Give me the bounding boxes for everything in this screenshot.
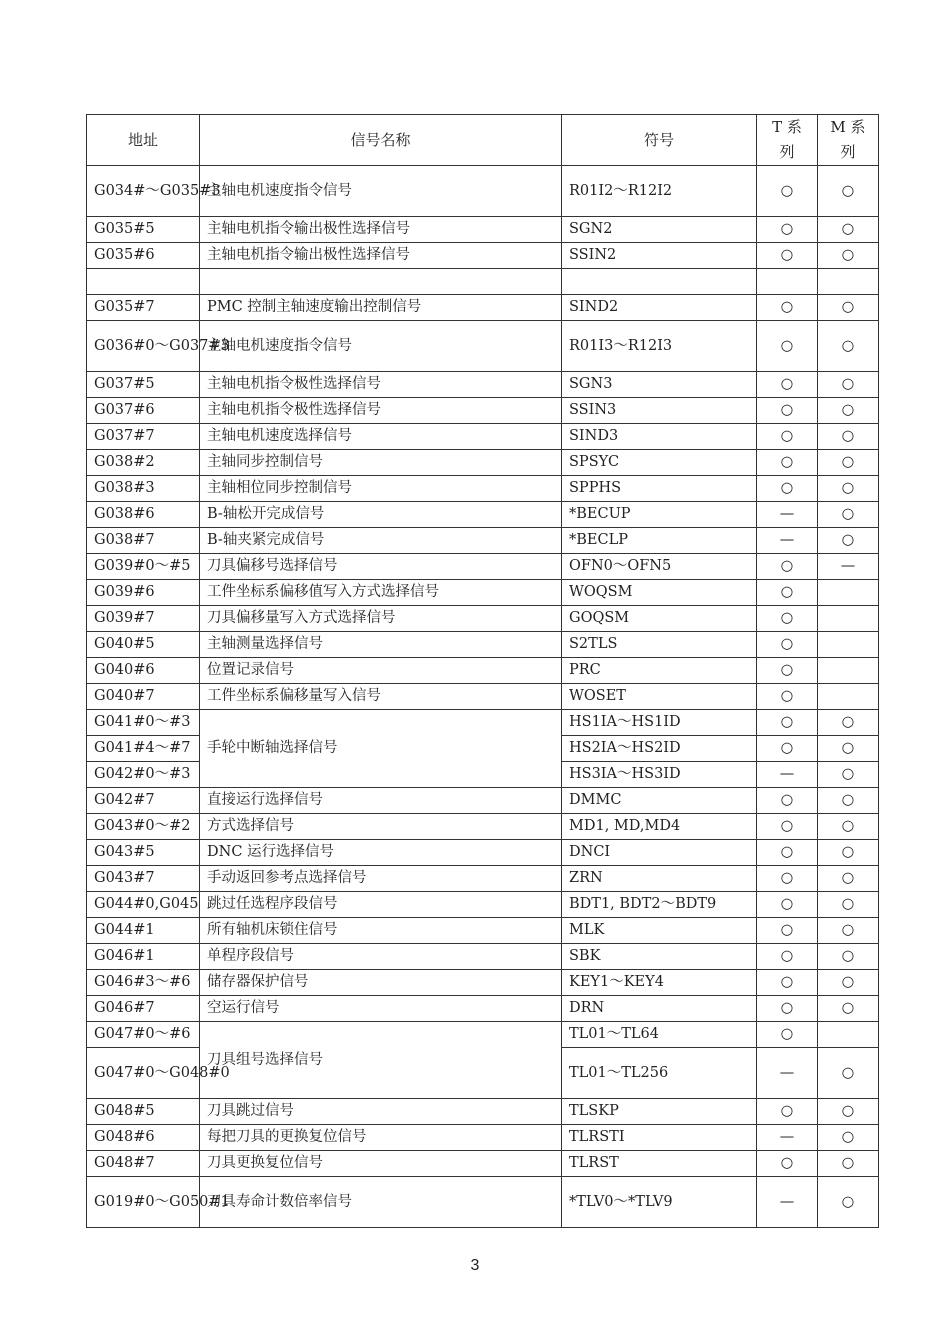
cell-t-series: ○ — [757, 424, 818, 450]
table-row — [87, 892, 879, 918]
cell-m-series: ○ — [818, 1177, 879, 1228]
cell-t-series: — — [757, 502, 818, 528]
header-address: 地址 — [87, 115, 200, 166]
cell-signal-name: 刀具偏移号选择信号 — [200, 554, 562, 580]
cell-t-series: ○ — [757, 1151, 818, 1177]
header-t-series: T 系列 — [757, 115, 818, 166]
cell-m-series: ○ — [818, 424, 879, 450]
table-row-empty — [87, 269, 879, 295]
cell-address: G047#0～G048#0 — [87, 1048, 200, 1099]
table-row — [87, 606, 879, 632]
cell-symbol: HS3IA～HS3ID — [562, 762, 757, 788]
cell-t-series: ○ — [757, 580, 818, 606]
cell-m-series — [818, 684, 879, 710]
cell-signal-name: 所有轴机床锁住信号 — [200, 918, 562, 944]
cell-m-series: ○ — [818, 372, 879, 398]
cell-symbol: *TLV0～*TLV9 — [562, 1177, 757, 1228]
cell-signal-name: 刀具跳过信号 — [200, 1099, 562, 1125]
cell-m-series: ○ — [818, 1125, 879, 1151]
cell-address: G044#1 — [87, 918, 200, 944]
cell-address: G039#0～#5 — [87, 554, 200, 580]
cell-t-series: ○ — [757, 321, 818, 372]
cell-address: G037#7 — [87, 424, 200, 450]
cell-signal-name: 位置记录信号 — [200, 658, 562, 684]
table-row — [87, 580, 879, 606]
cell-m-series — [818, 1022, 879, 1048]
cell-m-series — [818, 269, 879, 295]
cell-m-series: ○ — [818, 166, 879, 217]
cell-m-series: — — [818, 554, 879, 580]
cell-symbol: HS2IA～HS2ID — [562, 736, 757, 762]
cell-signal-name: 主轴电机速度指令信号 — [200, 166, 562, 217]
cell-address: G046#1 — [87, 944, 200, 970]
cell-m-series: ○ — [818, 1151, 879, 1177]
cell-symbol: TLRSTI — [562, 1125, 757, 1151]
table-row — [87, 866, 879, 892]
cell-symbol: SIND2 — [562, 295, 757, 321]
cell-m-series: ○ — [818, 736, 879, 762]
cell-address: G044#0,G045 — [87, 892, 200, 918]
cell-symbol: TL01～TL64 — [562, 1022, 757, 1048]
cell-symbol: DRN — [562, 996, 757, 1022]
cell-m-series: ○ — [818, 1048, 879, 1099]
cell-address: G038#2 — [87, 450, 200, 476]
cell-address: G041#0～#3 — [87, 710, 200, 736]
table-row — [87, 1022, 879, 1048]
cell-m-series — [818, 606, 879, 632]
cell-signal-name: 空运行信号 — [200, 996, 562, 1022]
table-row — [87, 1125, 879, 1151]
cell-t-series: ○ — [757, 398, 818, 424]
cell-symbol: SGN2 — [562, 217, 757, 243]
cell-symbol: KEY1～KEY4 — [562, 970, 757, 996]
cell-signal-name: 刀具组号选择信号 — [200, 1022, 562, 1099]
page-number: 3 — [470, 1257, 480, 1274]
header-symbol: 符号 — [562, 115, 757, 166]
cell-symbol: PRC — [562, 658, 757, 684]
cell-m-series: ○ — [818, 1099, 879, 1125]
table-header-row — [87, 115, 879, 166]
cell-signal-name: 每把刀具的更换复位信号 — [200, 1125, 562, 1151]
cell-signal-name: 刀具更换复位信号 — [200, 1151, 562, 1177]
cell-t-series: ○ — [757, 736, 818, 762]
cell-symbol: MLK — [562, 918, 757, 944]
cell-t-series: — — [757, 1177, 818, 1228]
cell-symbol: SPSYC — [562, 450, 757, 476]
cell-m-series: ○ — [818, 996, 879, 1022]
cell-symbol: DNCI — [562, 840, 757, 866]
cell-t-series: ○ — [757, 684, 818, 710]
cell-address: G040#5 — [87, 632, 200, 658]
cell-m-series: ○ — [818, 918, 879, 944]
cell-t-series: ○ — [757, 476, 818, 502]
cell-address: G042#0～#3 — [87, 762, 200, 788]
cell-t-series: ○ — [757, 554, 818, 580]
cell-m-series: ○ — [818, 217, 879, 243]
cell-address: G043#0～#2 — [87, 814, 200, 840]
cell-t-series — [757, 269, 818, 295]
cell-signal-name: 主轴电机指令极性选择信号 — [200, 398, 562, 424]
cell-signal-name: 主轴电机指令输出极性选择信号 — [200, 217, 562, 243]
cell-t-series: ○ — [757, 866, 818, 892]
cell-m-series: ○ — [818, 243, 879, 269]
table-row — [87, 684, 879, 710]
cell-address: G037#5 — [87, 372, 200, 398]
cell-address: G035#5 — [87, 217, 200, 243]
cell-address: G038#7 — [87, 528, 200, 554]
table-row — [87, 1177, 879, 1228]
cell-t-series: ○ — [757, 918, 818, 944]
table-row — [87, 243, 879, 269]
table-row — [87, 166, 879, 217]
cell-m-series — [818, 580, 879, 606]
cell-m-series: ○ — [818, 528, 879, 554]
cell-signal-name: 主轴电机速度选择信号 — [200, 424, 562, 450]
cell-symbol: TL01～TL256 — [562, 1048, 757, 1099]
cell-address: G040#6 — [87, 658, 200, 684]
cell-symbol: R01I3～R12I3 — [562, 321, 757, 372]
cell-signal-name: 主轴电机指令输出极性选择信号 — [200, 243, 562, 269]
cell-t-series: — — [757, 762, 818, 788]
table-row — [87, 996, 879, 1022]
cell-address: G040#7 — [87, 684, 200, 710]
cell-address: G019#0～G050#1 — [87, 1177, 200, 1228]
cell-t-series: ○ — [757, 840, 818, 866]
cell-symbol: TLSKP — [562, 1099, 757, 1125]
cell-t-series: ○ — [757, 892, 818, 918]
cell-m-series: ○ — [818, 762, 879, 788]
cell-t-series: ○ — [757, 166, 818, 217]
cell-symbol: SPPHS — [562, 476, 757, 502]
cell-signal-name: 手轮中断轴选择信号 — [200, 710, 562, 788]
cell-address: G038#3 — [87, 476, 200, 502]
cell-address: G048#6 — [87, 1125, 200, 1151]
cell-t-series: ○ — [757, 658, 818, 684]
cell-t-series: ○ — [757, 295, 818, 321]
cell-symbol: SGN3 — [562, 372, 757, 398]
cell-signal-name: 主轴电机指令极性选择信号 — [200, 372, 562, 398]
cell-t-series: ○ — [757, 632, 818, 658]
table-row — [87, 710, 879, 736]
cell-signal-name: 直接运行选择信号 — [200, 788, 562, 814]
cell-m-series: ○ — [818, 295, 879, 321]
cell-symbol: R01I2～R12I2 — [562, 166, 757, 217]
cell-address: G043#7 — [87, 866, 200, 892]
table-row — [87, 814, 879, 840]
table-row — [87, 295, 879, 321]
cell-symbol: S2TLS — [562, 632, 757, 658]
table-row — [87, 1151, 879, 1177]
cell-m-series: ○ — [818, 814, 879, 840]
cell-symbol: GOQSM — [562, 606, 757, 632]
cell-t-series: ○ — [757, 1022, 818, 1048]
cell-signal-name: 方式选择信号 — [200, 814, 562, 840]
cell-m-series — [818, 658, 879, 684]
cell-address: G035#7 — [87, 295, 200, 321]
cell-symbol: TLRST — [562, 1151, 757, 1177]
cell-address: G039#6 — [87, 580, 200, 606]
cell-address: G034#～G035#3 — [87, 166, 200, 217]
cell-address: G036#0～G037#3 — [87, 321, 200, 372]
cell-signal-name: 主轴测量选择信号 — [200, 632, 562, 658]
cell-symbol: WOSET — [562, 684, 757, 710]
table-row — [87, 632, 879, 658]
cell-t-series: ○ — [757, 606, 818, 632]
cell-signal-name: 刀具偏移量写入方式选择信号 — [200, 606, 562, 632]
cell-m-series: ○ — [818, 321, 879, 372]
cell-symbol: DMMC — [562, 788, 757, 814]
cell-t-series: ○ — [757, 372, 818, 398]
cell-signal-name: 手动返回参考点选择信号 — [200, 866, 562, 892]
table-row — [87, 970, 879, 996]
table-row — [87, 918, 879, 944]
cell-signal-name — [200, 269, 562, 295]
cell-symbol: SIND3 — [562, 424, 757, 450]
cell-symbol: *BECLP — [562, 528, 757, 554]
cell-address: G041#4～#7 — [87, 736, 200, 762]
cell-address: G038#6 — [87, 502, 200, 528]
cell-address: G043#5 — [87, 840, 200, 866]
cell-address: G047#0～#6 — [87, 1022, 200, 1048]
cell-m-series: ○ — [818, 866, 879, 892]
cell-address — [87, 269, 200, 295]
cell-address: G046#7 — [87, 996, 200, 1022]
table-row — [87, 398, 879, 424]
cell-m-series: ○ — [818, 398, 879, 424]
table-row — [87, 528, 879, 554]
cell-t-series: — — [757, 1048, 818, 1099]
cell-t-series: ○ — [757, 217, 818, 243]
cell-signal-name: 工件坐标系偏移量写入信号 — [200, 684, 562, 710]
cell-symbol: MD1, MD,MD4 — [562, 814, 757, 840]
cell-t-series: — — [757, 528, 818, 554]
cell-symbol: OFN0～OFN5 — [562, 554, 757, 580]
cell-symbol: HS1IA～HS1ID — [562, 710, 757, 736]
cell-address: G042#7 — [87, 788, 200, 814]
cell-symbol: WOQSM — [562, 580, 757, 606]
cell-address: G046#3～#6 — [87, 970, 200, 996]
cell-signal-name: 单程序段信号 — [200, 944, 562, 970]
cell-symbol: SSIN3 — [562, 398, 757, 424]
signal-table — [86, 114, 879, 1228]
cell-signal-name: DNC 运行选择信号 — [200, 840, 562, 866]
cell-symbol: *BECUP — [562, 502, 757, 528]
cell-t-series: ○ — [757, 710, 818, 736]
cell-t-series: ○ — [757, 1099, 818, 1125]
cell-address: G048#5 — [87, 1099, 200, 1125]
table-row — [87, 788, 879, 814]
cell-m-series: ○ — [818, 476, 879, 502]
cell-signal-name: B-轴松开完成信号 — [200, 502, 562, 528]
header-signal-name: 信号名称 — [200, 115, 562, 166]
cell-signal-name: 储存器保护信号 — [200, 970, 562, 996]
table-row — [87, 658, 879, 684]
cell-address: G037#6 — [87, 398, 200, 424]
cell-signal-name: B-轴夹紧完成信号 — [200, 528, 562, 554]
cell-address: G048#7 — [87, 1151, 200, 1177]
cell-address: G035#6 — [87, 243, 200, 269]
cell-symbol: ZRN — [562, 866, 757, 892]
cell-t-series: ○ — [757, 788, 818, 814]
cell-t-series: ○ — [757, 996, 818, 1022]
cell-signal-name: 跳过任选程序段信号 — [200, 892, 562, 918]
cell-t-series: ○ — [757, 243, 818, 269]
cell-signal-name: 工件坐标系偏移值写入方式选择信号 — [200, 580, 562, 606]
table-row — [87, 1099, 879, 1125]
cell-signal-name: 主轴电机速度指令信号 — [200, 321, 562, 372]
table-row — [87, 502, 879, 528]
cell-m-series: ○ — [818, 710, 879, 736]
cell-signal-name: 主轴相位同步控制信号 — [200, 476, 562, 502]
cell-m-series: ○ — [818, 970, 879, 996]
table-row — [87, 450, 879, 476]
cell-symbol: SSIN2 — [562, 243, 757, 269]
table-row — [87, 476, 879, 502]
cell-symbol: BDT1, BDT2～BDT9 — [562, 892, 757, 918]
cell-t-series: — — [757, 1125, 818, 1151]
cell-t-series: ○ — [757, 814, 818, 840]
cell-m-series: ○ — [818, 840, 879, 866]
cell-t-series: ○ — [757, 970, 818, 996]
table-row — [87, 554, 879, 580]
cell-m-series: ○ — [818, 892, 879, 918]
cell-signal-name: PMC 控制主轴速度输出控制信号 — [200, 295, 562, 321]
table-row — [87, 372, 879, 398]
cell-signal-name: 刀具寿命计数倍率信号 — [200, 1177, 562, 1228]
table-row — [87, 217, 879, 243]
cell-address: G039#7 — [87, 606, 200, 632]
cell-t-series: ○ — [757, 450, 818, 476]
cell-symbol: SBK — [562, 944, 757, 970]
header-m-series: M 系列 — [818, 115, 879, 166]
cell-m-series — [818, 632, 879, 658]
cell-m-series: ○ — [818, 502, 879, 528]
table-row — [87, 424, 879, 450]
cell-m-series: ○ — [818, 450, 879, 476]
cell-m-series: ○ — [818, 944, 879, 970]
table-row — [87, 321, 879, 372]
cell-m-series: ○ — [818, 788, 879, 814]
cell-symbol — [562, 269, 757, 295]
cell-t-series: ○ — [757, 944, 818, 970]
cell-signal-name: 主轴同步控制信号 — [200, 450, 562, 476]
table-row — [87, 840, 879, 866]
table-row — [87, 944, 879, 970]
